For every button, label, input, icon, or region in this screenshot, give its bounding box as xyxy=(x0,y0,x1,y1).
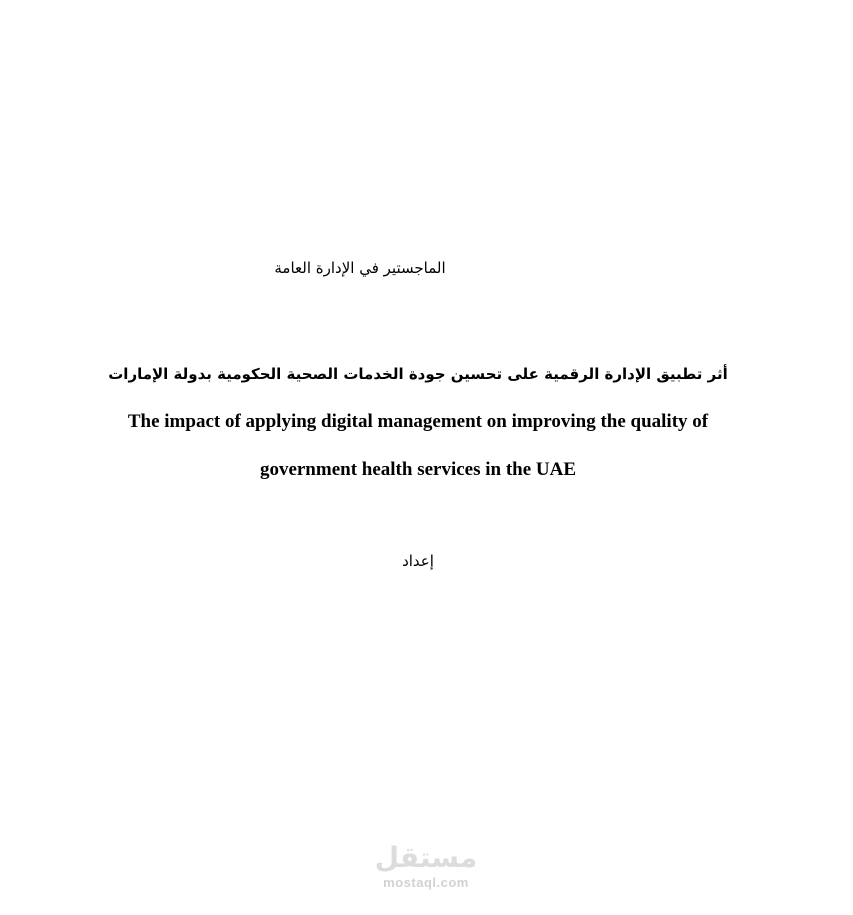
degree-subtitle: الماجستير في الإدارة العامة xyxy=(274,259,446,277)
thesis-title-english-line-2: government health services in the UAE xyxy=(259,459,577,480)
mostaql-watermark xyxy=(362,841,490,897)
thesis-title-english-line-1: The impact of applying digital management on improving the quality of xyxy=(127,411,709,432)
watermark-logo-text: مستقل xyxy=(374,841,478,874)
thesis-title-arabic: أثر تطبيق الإدارة الرقمية على تحسين جودة الخدمات الصحية الحكومية بدولة الإمارات xyxy=(108,365,728,383)
prepared-by-label: إعداد xyxy=(402,552,434,570)
watermark-domain: mostaql.com xyxy=(383,875,469,890)
